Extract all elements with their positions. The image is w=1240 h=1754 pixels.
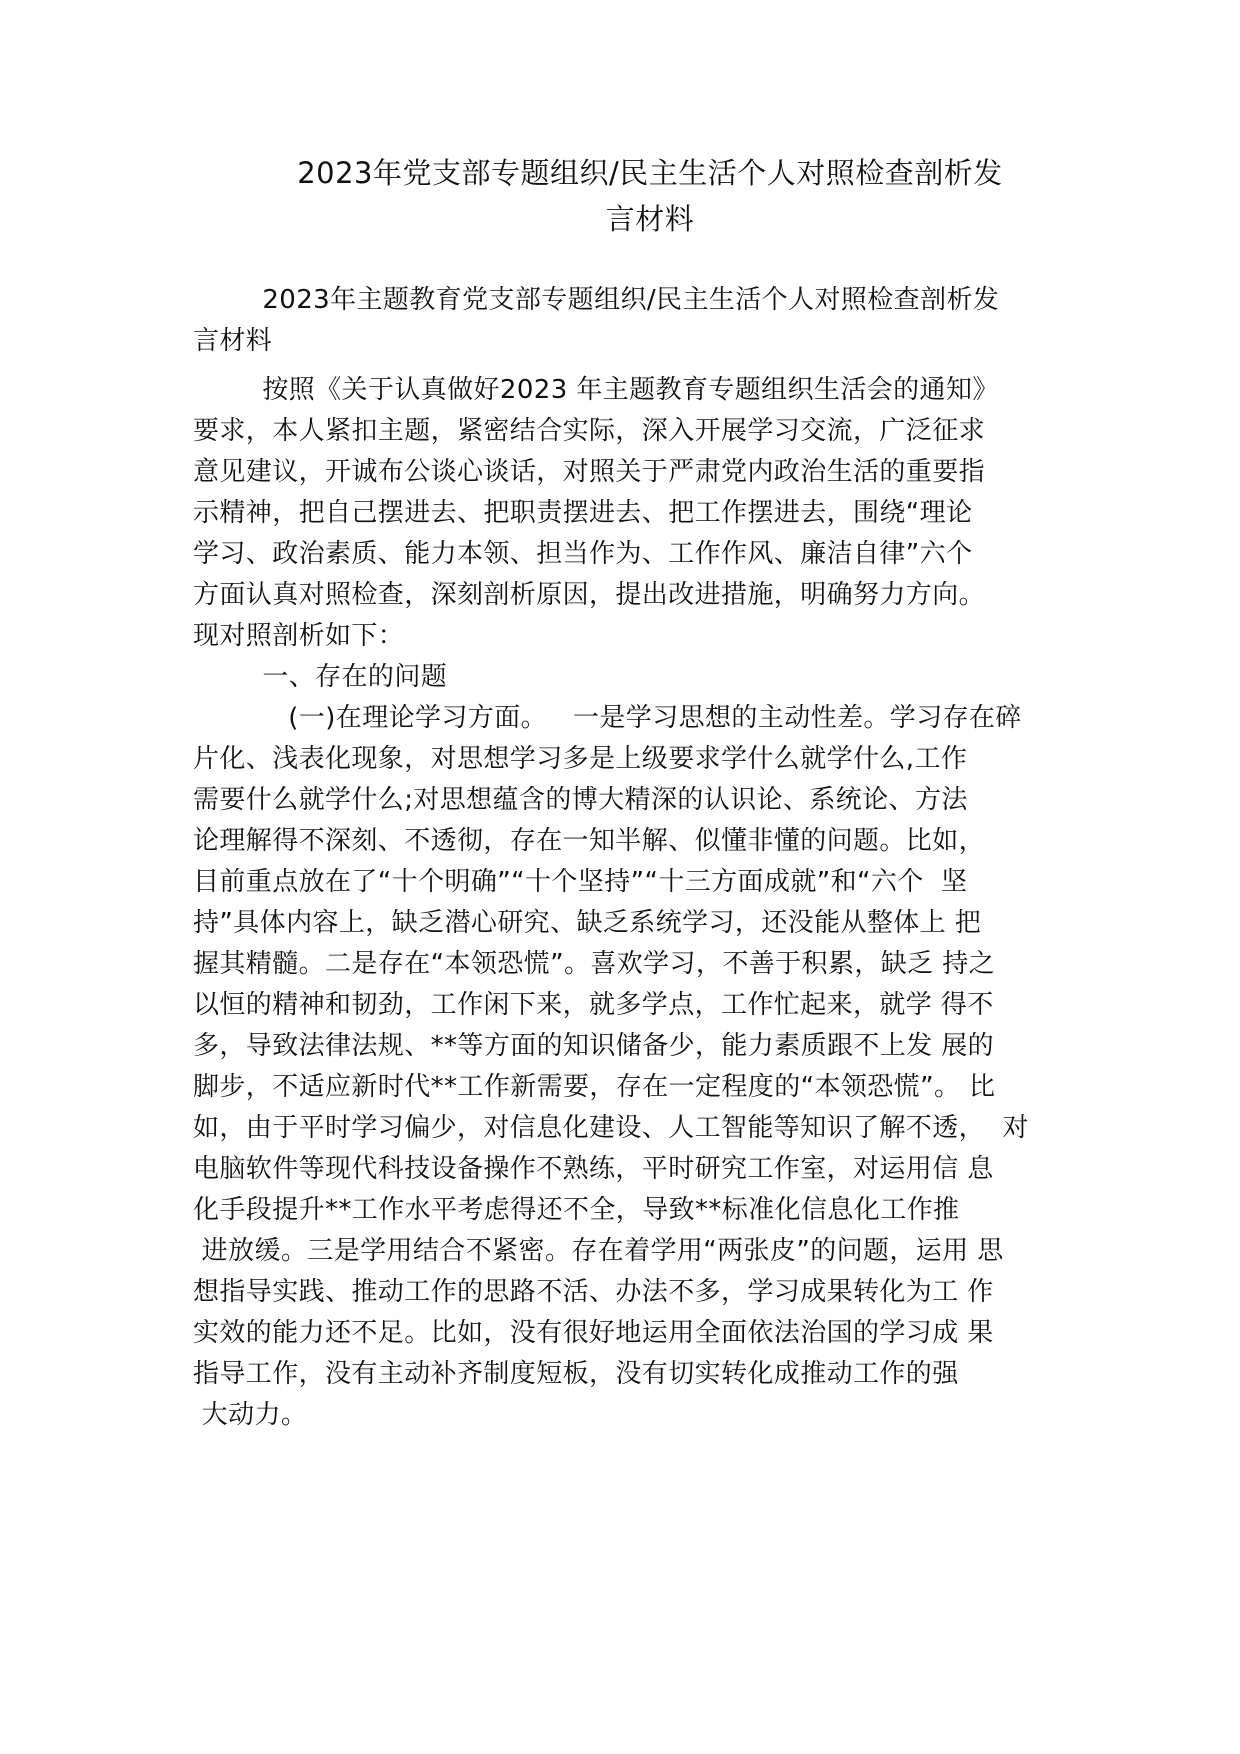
- paragraph-line: 片化、浅表化现象，对思想学习多是上级要求学什么就学什么,工作: [193, 744, 968, 774]
- paragraph-line: 要求，本人紧扣主题，紧密结合实际，深入开展学习交流，广泛征求: [193, 416, 986, 446]
- paragraph-line: 电脑软件等现代科技设备操作不熟练，平时研究工作室，对运用信 息: [193, 1154, 994, 1184]
- paragraph-line: (一)在理论学习方面。 一是学习思想的主动性差。学习存在碎: [193, 703, 1022, 733]
- paragraph-line: 论理解得不深刻、不透彻，存在一知半解、似懂非懂的问题。比如，: [193, 826, 986, 856]
- paragraph-line: 想指导实践、推动工作的思路不活、办法不多，学习成果转化为工 作: [193, 1277, 994, 1307]
- paragraph-line: 如，由于平时学习偏少，对信息化建设、人工智能等知识了解不透， 对: [193, 1113, 1029, 1143]
- paragraph-line: 进放缓。三是学用结合不紧密。存在着学用“两张皮”的问题，运用 思: [193, 1236, 1004, 1266]
- paragraph-line: 需要什么就学什么;对思想蕴含的博大精深的认识论、系统论、方法: [193, 785, 968, 815]
- paragraph-line: 示精神，把自己摆进去、把职责摆进去、把工作摆进去，围绕“理论: [193, 498, 973, 528]
- paragraph-line: 学习、政治素质、能力本领、担当作为、工作作风、廉洁自律”六个: [193, 539, 973, 569]
- paragraph-line: 以恒的精神和韧劲，工作闲下来，就多学点，工作忙起来，就学 得不: [193, 990, 994, 1020]
- document-title: [240, 150, 1060, 242]
- section-heading: 一、存在的问题: [193, 662, 448, 692]
- paragraph-line: 现对照剖析如下：: [193, 621, 405, 651]
- paragraph-line: 按照《关于认真做好2023 年主题教育专题组织生活会的通知》: [193, 375, 999, 405]
- paragraph-line: 意见建议，开诚布公谈心谈话，对照关于严肃党内政治生活的重要指: [193, 457, 986, 487]
- paragraph-line: 脚步，不适应新时代**工作新需要，存在一定程度的“本领恐慌”。 比: [193, 1072, 996, 1102]
- paragraph-line: 目前重点放在了“十个明确”“十个坚持”“十三方面成就”和“六个 坚: [193, 867, 968, 897]
- paragraph-line: 方面认真对照检查，深刻剖析原因，提出改进措施，明确努力方向。: [193, 580, 986, 610]
- paragraph-line: 持”具体内容上，缺乏潜心研究、缺乏系统学习，还没能从整体上 把: [193, 908, 982, 938]
- document-body: [193, 280, 1063, 1436]
- paragraph-line: 指导工作，没有主动补齐制度短板，没有切实转化成推动工作的强: [193, 1359, 959, 1389]
- paragraph-line: 多，导致法律法规、**等方面的知识储备少，能力素质跟不上发 展的: [193, 1031, 995, 1061]
- paragraph-line: 握其精髓。二是存在“本领恐慌”。喜欢学习，不善于积累，缺乏 持之: [193, 949, 996, 979]
- paragraph-line: 大动力。: [193, 1400, 308, 1430]
- title-line: 言材料: [605, 202, 695, 236]
- paragraph-line: 实效的能力还不足。比如，没有很好地运用全面依法治国的学习成 果: [193, 1318, 994, 1348]
- title-line: 2023年党支部专题组织/民主生活个人对照检查剖析发: [297, 156, 1003, 190]
- subtitle-line: 言材料: [193, 326, 273, 356]
- subtitle-line: 2023年主题教育党支部专题组织/民主生活个人对照检查剖析发: [193, 285, 1000, 315]
- spacer: [193, 362, 1063, 370]
- paragraph-line: 化手段提升**工作水平考虑得还不全，导致**标准化信息化工作推: [193, 1195, 960, 1225]
